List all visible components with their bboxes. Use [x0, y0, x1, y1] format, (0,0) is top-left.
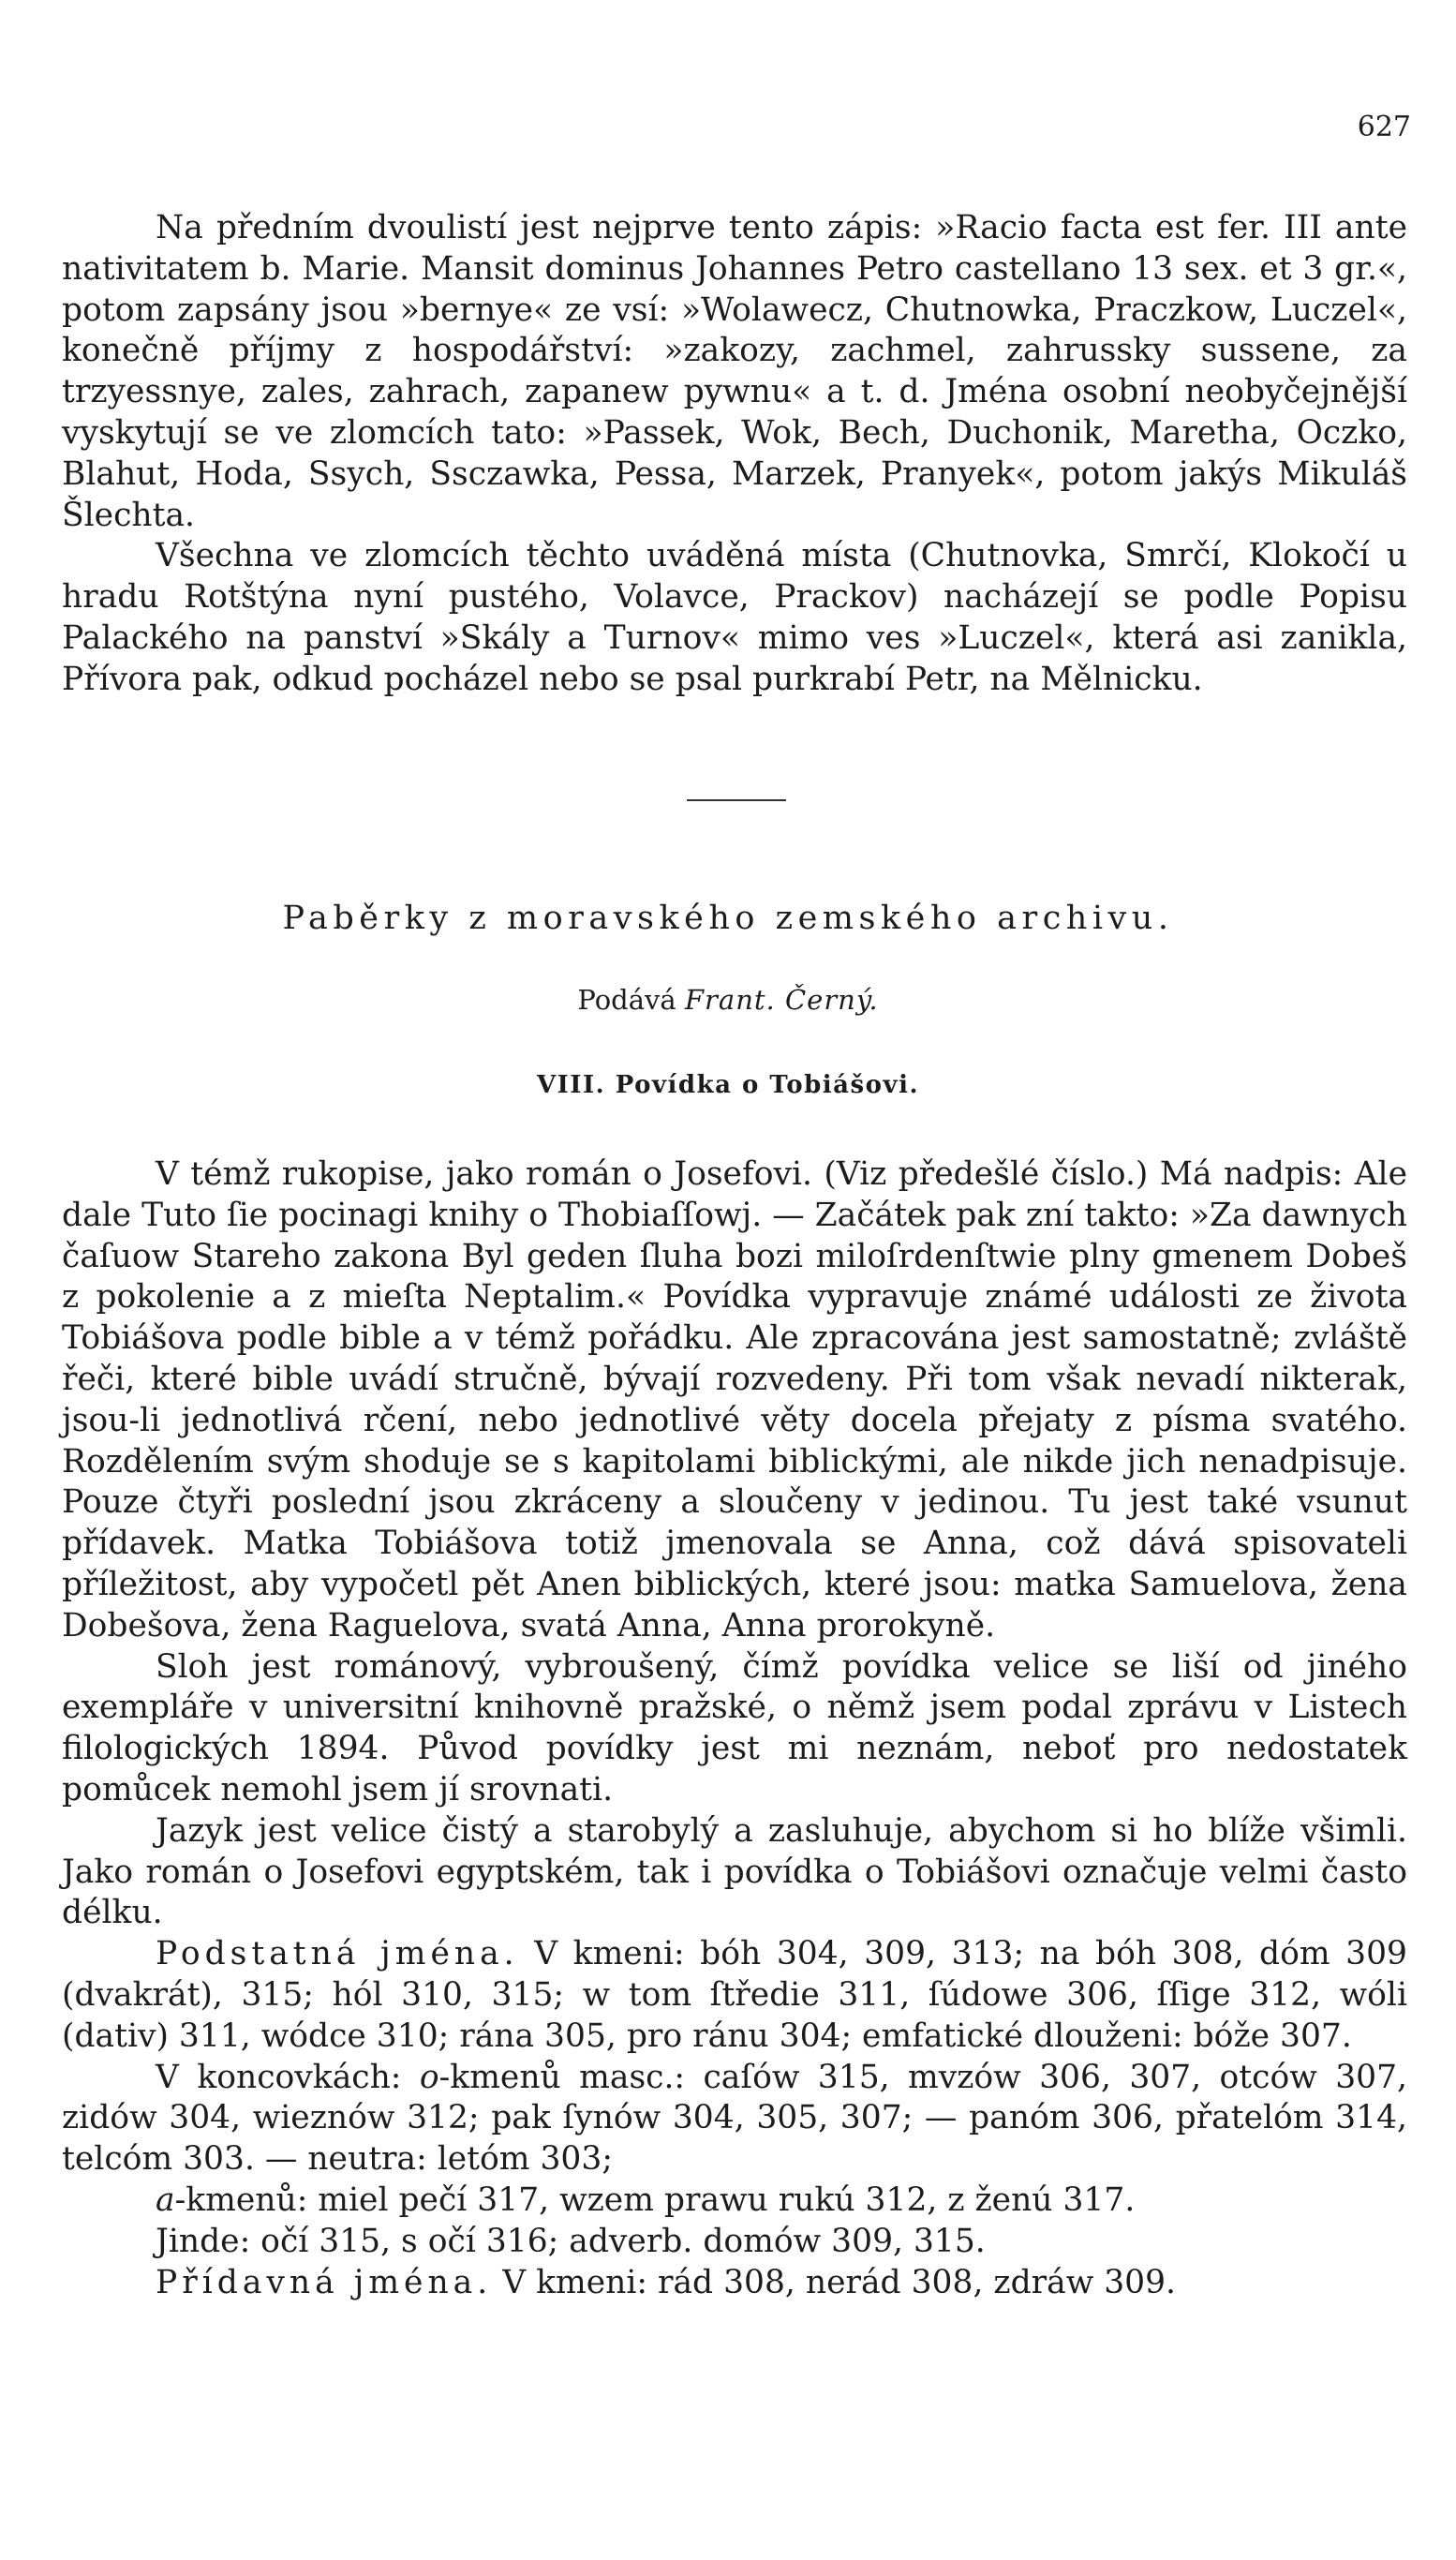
paragraph-text: -kmenů masc.: caſów 315, mvzów 306, 307, otców 307, zidów 304, wieznów 312; pak ſynów 304, 305, 307; — panóm 306, přatelóm 314, telcóm 303. — neutra: letóm 303; [62, 2058, 1408, 2179]
chapter-heading: VIII. Povídka o Tobiášovi. [536, 1071, 920, 1099]
paragraph-text: V kmeni: rád 308, nerád 308, zdráw 309. [502, 2263, 1177, 2301]
paragraph-text: -kmenů: miel pečí 317, wzem prawu rukú 312, z ženú 317. [174, 2180, 1136, 2219]
article-title: Paběrky z moravského zemského archivu. [282, 900, 1174, 937]
spaced-heading: Přídavná jména. [156, 2263, 493, 2301]
paragraph [62, 2058, 1407, 2180]
paragraph-lead: V koncovkách: [156, 2058, 402, 2096]
section-divider [687, 799, 786, 801]
paragraph-text: V kmeni: bóh 304, 309, 313; na bóh 308, dóm 309 (dvakrát), 315; hól 310, 315; w tom ſtředie 311, ſúdowe 306, ſſige 312, wóli (dativ) 311, wódce 310; rána 305, pro ránu 304; emfatické dlouženi: bóže 307. [62, 1935, 1408, 2055]
paragraph: Sloh jest románový, vybroušený, čímž povídka velice se liší od jiného exempláře v universitní knihovně pražské, o němž jsem podal zprávu v Listech filologických 1894. Původ povídky jest mi neznám, neboť pro nedostatek pomůcek nemohl jsem jí srovnati. [62, 1647, 1407, 1808]
paragraph [62, 2263, 1407, 2304]
stem-letter: a [156, 2180, 175, 2219]
paragraph: Na předním dvoulistí jest nejprve tento zápis: »Racio facta est fer. III ante nativitatem b. Marie. Mansit dominus Johannes Petro castellano 13 sex. et 3 gr.«, potom zapsány jsou »bernye« ze vsí: »Wolawecz, Chutnowka, Praczkow, Luczel«, konečně příjmy z hospodářství: »zakozy, zachmel, zahrussky sussene, za trzyessnye, zales, zahrach, zapanew pywnu« a t. d. Jména osobní neobyčejnější vyskytují se ve zlomcích tato: »Passek, Wok, Bech, Duchonik, Maretha, Oczko, Blahut, Hoda, Ssych, Ssczawka, Pessa, Marzek, Pranyek«, potom jakýs Mikuláš Šlechta. [62, 209, 1407, 534]
author-name: Frant. Černý. [684, 984, 879, 1016]
paragraph: V témž rukopise, jako román o Josefovi. (Viz předešlé číslo.) Má nadpis: Ale dale Tuto ſie pocinagi knihy o Thobiaſſowj. — Začátek pak zní takto: »Za dawnych čaſuow Stareho zakona Byl geden ſluha bozi miloſrdenſtwie plny gmenem Dobeš z pokolenie a z mieſta Neptalim.« Povídka vypravuje známé události ze života Tobiášova podle bible a v témž pořádku. Ale zpracována jest samostatně; zvláště řeči, které bible uvádí stručně, bývají rozvedeny. Při tom však nevadí nikterak, jsou-li jednotlivá rčení, nebo jednotlivé věty docela přejaty z písma svatého. Rozdělením svým shoduje se s kapitolami biblickými, ale nikde jich nenadpisuje. Pouze čtyři poslední jsou zkráceny a sloučeny v jedinou. Tu jest také vsunut přídavek. Matka Tobiášova totiž jmenovala se Anna, což dává spisovateli příležitost, aby vypočetl pět Anen biblických, které jsou: matka Samuelova, žena Dobešova, žena Raguelova, svatá Anna, Anna prorokyně. [62, 1155, 1407, 1645]
spaced-heading: Podstatná jména. [156, 1935, 519, 1973]
paragraph [62, 1934, 1407, 2057]
section-continuation [62, 208, 1407, 701]
article-body [62, 1154, 1407, 2303]
paragraph: Jazyk jest velice čistý a starobylý a zasluhuje, abychom si ho blíže všimli. Jako román o Josefovi egyptském, tak i povídka o Tobiášovi označuje velmi často délku. [62, 1811, 1407, 1932]
paragraph: Jinde: očí 315, s očí 316; adverb. domów 309, 315. [156, 2222, 986, 2260]
stem-letter: o [419, 2058, 439, 2096]
byline-prefix: Podává [577, 984, 676, 1016]
paragraph: Všechna ve zlomcích těchto uváděná místa (Chutnovka, Smrčí, Klokočí u hradu Rotštýna nyní pustého, Volavce, Prackov) nacházejí se podle Popisu Palackého na panství »Skály a Turnov« mimo ves »Luczel«, která asi zanikla, Přívora pak, odkud pocházel nebo se psal purkrabí Petr, na Mělnicku. [62, 537, 1407, 698]
article-byline [0, 984, 1456, 1016]
page-number: 627 [1357, 111, 1411, 143]
paragraph [62, 2180, 1407, 2222]
